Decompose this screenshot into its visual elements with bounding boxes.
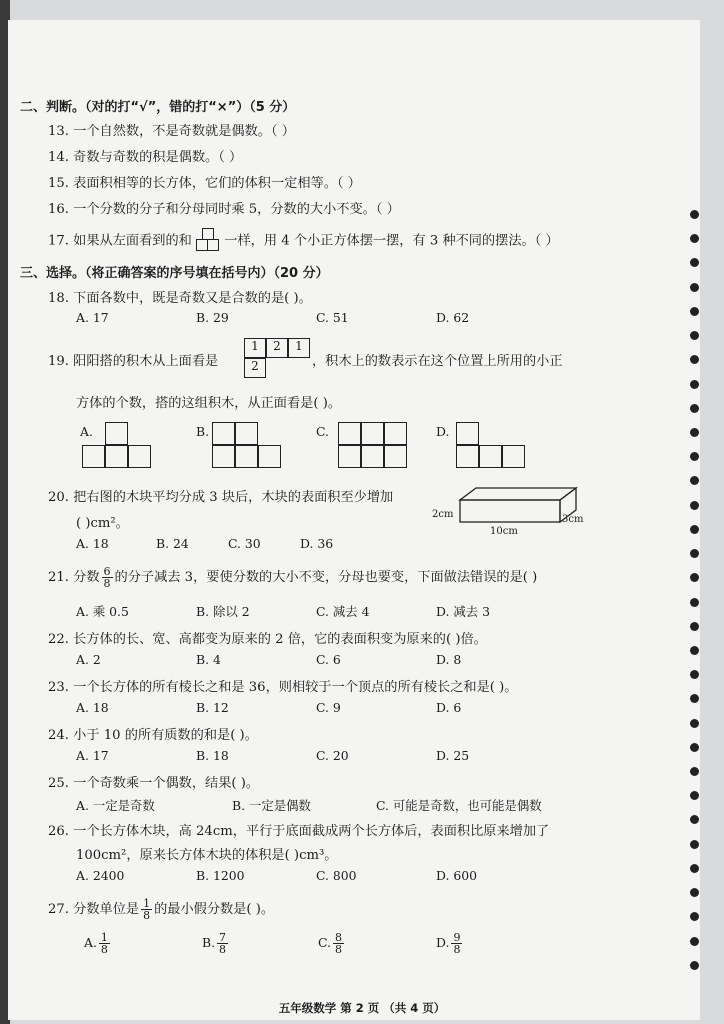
q25-option-c: C. 可能是奇数，也可能是偶数 <box>376 798 542 813</box>
question-26-b: 100cm²，原来长方体木块的体积是( )cm³。 <box>76 848 338 863</box>
q21-option-b: B. 除以 2 <box>196 604 250 619</box>
binding-holes <box>690 210 702 970</box>
question-18: 18. 下面各数中，既是奇数又是合数的是( )。 <box>48 291 312 306</box>
q24-option-a: A. 17 <box>76 748 109 763</box>
question-17-text-b: 一样，用 4 个小正方体摆一摆，有 3 种不同的摆法。（ ） <box>224 233 559 249</box>
q19-option-b: B. <box>196 424 210 439</box>
top-view-cell: 2 <box>266 338 288 358</box>
top-view-grid <box>244 338 310 378</box>
q18-option-a: A. 17 <box>76 310 109 325</box>
question-19-b: ，积木上的数表示在这个位置上所用的小正 <box>312 354 563 369</box>
q27-option-c: C. $\frac{8}{8}$ <box>318 931 342 956</box>
q27-fraction: $\frac{1}{8}$ <box>143 897 151 922</box>
q18-option-b: B. 29 <box>196 310 229 325</box>
q22-option-c: C. 6 <box>316 652 341 667</box>
top-view-cell: 2 <box>244 358 266 378</box>
question-23: 23. 一个长方体的所有棱长之和是 36，则相较于一个顶点的所有棱长之和是( )。 <box>48 680 518 695</box>
q24-option-c: C. 20 <box>316 748 349 763</box>
dim-width: 3cm <box>562 514 584 525</box>
question-24: 24. 小于 10 的所有质数的和是( )。 <box>48 728 258 743</box>
question-19-c: 方体的个数，搭的这组积木，从正面看是( )。 <box>76 396 342 411</box>
q25-option-b: B. 一定是偶数 <box>232 798 311 813</box>
q26-option-b: B. 1200 <box>196 868 245 883</box>
dim-height: 2cm <box>432 509 454 520</box>
top-view-cell: 1 <box>288 338 310 358</box>
q21-option-d: D. 减去 3 <box>436 604 490 619</box>
question-17-text-a: 17. 如果从左面看到的和 <box>48 233 192 249</box>
section-2-heading: 二、判断。（对的打“√”，错的打“×”）（5 分） <box>20 100 296 115</box>
section-3-heading: 三、选择。（将正确答案的序号填在括号内）（20 分） <box>20 266 329 281</box>
q19-figure-d <box>456 422 525 468</box>
q19-option-d: D. <box>436 424 450 439</box>
q19-figure-a <box>82 422 151 468</box>
q20-option-d: D. 36 <box>300 536 334 551</box>
question-19-a: 19. 阳阳搭的积木从上面看是 <box>48 354 219 369</box>
q26-option-c: C. 800 <box>316 868 357 883</box>
question-13: 13. 一个自然数，不是奇数就是偶数。（ ） <box>48 124 295 139</box>
question-17 <box>48 228 559 254</box>
q20-option-a: A. 18 <box>76 536 109 551</box>
q24-option-b: B. 18 <box>196 748 229 763</box>
question-15: 15. 表面积相等的长方体，它们的体积一定相等。（ ） <box>48 176 361 191</box>
q25-option-a: A. 一定是奇数 <box>76 798 155 813</box>
q27-option-b: B. $\frac{7}{8}$ <box>202 931 227 956</box>
q21-option-c: C. 减去 4 <box>316 604 370 619</box>
q18-option-d: D. 62 <box>436 310 470 325</box>
q21-text-a: 21. 分数 <box>48 570 100 585</box>
q27-option-a: A. $\frac{1}{8}$ <box>84 931 108 956</box>
question-21 <box>48 566 537 589</box>
q27-text-b: 的最小假分数是( )。 <box>154 902 275 917</box>
q20-option-c: C. 30 <box>228 536 261 551</box>
page-footer: 五年级数学 第 2 页 （共 4 页） <box>278 1001 446 1015</box>
q19-option-c: C. <box>316 424 329 439</box>
question-22: 22. 长方体的长、宽、高都变为原来的 2 倍，它的表面积变为原来的( )倍。 <box>48 632 487 647</box>
question-27 <box>48 898 274 921</box>
q20-option-b: B. 24 <box>156 536 189 551</box>
q22-option-a: A. 2 <box>76 652 101 667</box>
top-view-cell: 1 <box>244 338 266 358</box>
question-20-b: ( )cm²。 <box>76 516 129 531</box>
q21-text-b: 的分子减去 3，要使分数的大小不变，分母也要变，下面做法错误的是( ) <box>114 570 538 585</box>
q21-fraction: $\frac{6}{8}$ <box>103 565 111 590</box>
q22-option-d: D. 8 <box>436 652 462 667</box>
question-14: 14. 奇数与奇数的积是偶数。（ ） <box>48 150 243 165</box>
q19-figure-b <box>212 422 281 468</box>
q19-figure-c <box>338 422 407 468</box>
question-20-a: 20. 把右图的木块平均分成 3 块后，木块的表面积至少增加 <box>48 490 394 505</box>
q23-option-d: D. 6 <box>436 700 462 715</box>
dim-length: 10cm <box>490 526 518 537</box>
q26-option-d: D. 600 <box>436 868 478 883</box>
q23-option-c: C. 9 <box>316 700 341 715</box>
side-view-figure <box>196 228 220 254</box>
q22-option-b: B. 4 <box>196 652 221 667</box>
q23-option-a: A. 18 <box>76 700 109 715</box>
q27-text-a: 27. 分数单位是 <box>48 902 140 917</box>
question-16: 16. 一个分数的分子和分母同时乘 5，分数的大小不变。（ ） <box>48 202 400 217</box>
q26-option-a: A. 2400 <box>76 868 125 883</box>
q23-option-b: B. 12 <box>196 700 229 715</box>
q19-option-a: A. <box>80 424 93 439</box>
q21-option-a: A. 乘 0.5 <box>76 604 129 619</box>
question-26-a: 26. 一个长方体木块，高 24cm，平行于底面截成两个长方体后，表面积比原来增加了 <box>48 824 550 839</box>
q24-option-d: D. 25 <box>436 748 470 763</box>
q18-option-c: C. 51 <box>316 310 349 325</box>
question-25: 25. 一个奇数乘一个偶数，结果( )。 <box>48 776 260 791</box>
q27-option-d: D. $\frac{9}{8}$ <box>436 931 461 956</box>
